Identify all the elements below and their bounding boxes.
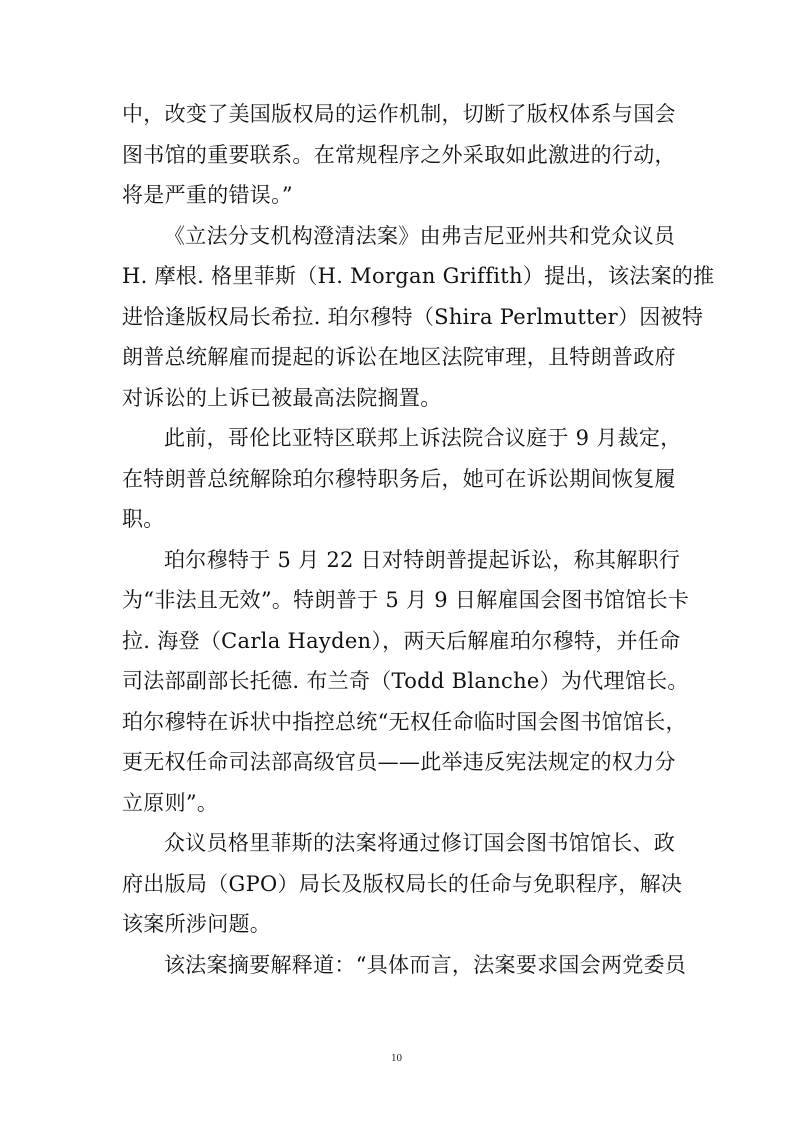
- text-line: 立原则”。: [122, 790, 219, 815]
- text-line: 珀尔穆特在诉状中指控总统“无权任命临时国会图书馆馆长，: [122, 709, 687, 734]
- text-line: 职。: [122, 507, 165, 531]
- text-line: 对诉讼的上诉已被最高法院搁置。: [122, 385, 442, 410]
- document-body: [122, 94, 715, 985]
- text-line: 更无权任命司法部高级官员——此举违反宪法规定的权力分: [122, 750, 676, 774]
- text-line: H. 摩根. 格里菲斯（H. Morgan Griffith）提出，该法案的推: [122, 264, 715, 288]
- text-line: 司法部副部长托德. 布兰奇（Todd Blanche）为代理馆长。: [122, 669, 689, 693]
- paragraph-continuation: [122, 94, 682, 216]
- paragraph-bill-summary: [122, 945, 687, 986]
- text-line: 将是严重的错误。”: [122, 183, 293, 207]
- text-line: 《立法分支机构澄清法案》由弗吉尼亚州共和党众议员: [164, 223, 676, 248]
- text-line: 在特朗普总统解除珀尔穆特职务后，她可在诉讼期间恢复履: [122, 466, 676, 491]
- page-number: 10: [391, 1052, 402, 1064]
- text-line: 中，改变了美国版权局的运作机制，切断了版权体系与国会: [122, 102, 676, 126]
- text-line: 此前，哥伦比亚特区联邦上诉法院合议庭于 9 月裁定，: [164, 426, 682, 450]
- text-line: 拉. 海登（Carla Hayden），两天后解雇珀尔穆特，并任命: [122, 628, 681, 653]
- paragraph-bill-introduction: [122, 216, 715, 419]
- text-line: 众议员格里菲斯的法案将通过修订国会图书馆馆长、政: [164, 831, 676, 855]
- text-line: 图书馆的重要联系。在常规程序之外采取如此激进的行动，: [122, 142, 676, 167]
- text-line: 朗普总统解雇而提起的诉讼在地区法院审理，且特朗普政府: [122, 345, 676, 369]
- text-line: 该案所涉问题。: [122, 912, 272, 936]
- text-line: 该法案摘要解释道：“具体而言，法案要求国会两党委员: [164, 952, 687, 977]
- text-line: 进恰逢版权局长希拉. 珀尔穆特（Shira Perlmutter）因被特: [122, 304, 704, 329]
- paragraph-griffith-bill: [122, 823, 682, 945]
- paragraph-lawsuit-details: [122, 540, 690, 824]
- text-line: 珀尔穆特于 5 月 22 日对特朗普提起诉讼，称其解职行: [164, 547, 681, 572]
- paragraph-appeals-ruling: [122, 418, 682, 540]
- text-line: 为“非法且无效”。特朗普于 5 月 9 日解雇国会图书馆馆长卡: [122, 588, 690, 612]
- text-line: 府出版局（GPO）局长及版权局长的任命与免职程序，解决: [122, 871, 683, 896]
